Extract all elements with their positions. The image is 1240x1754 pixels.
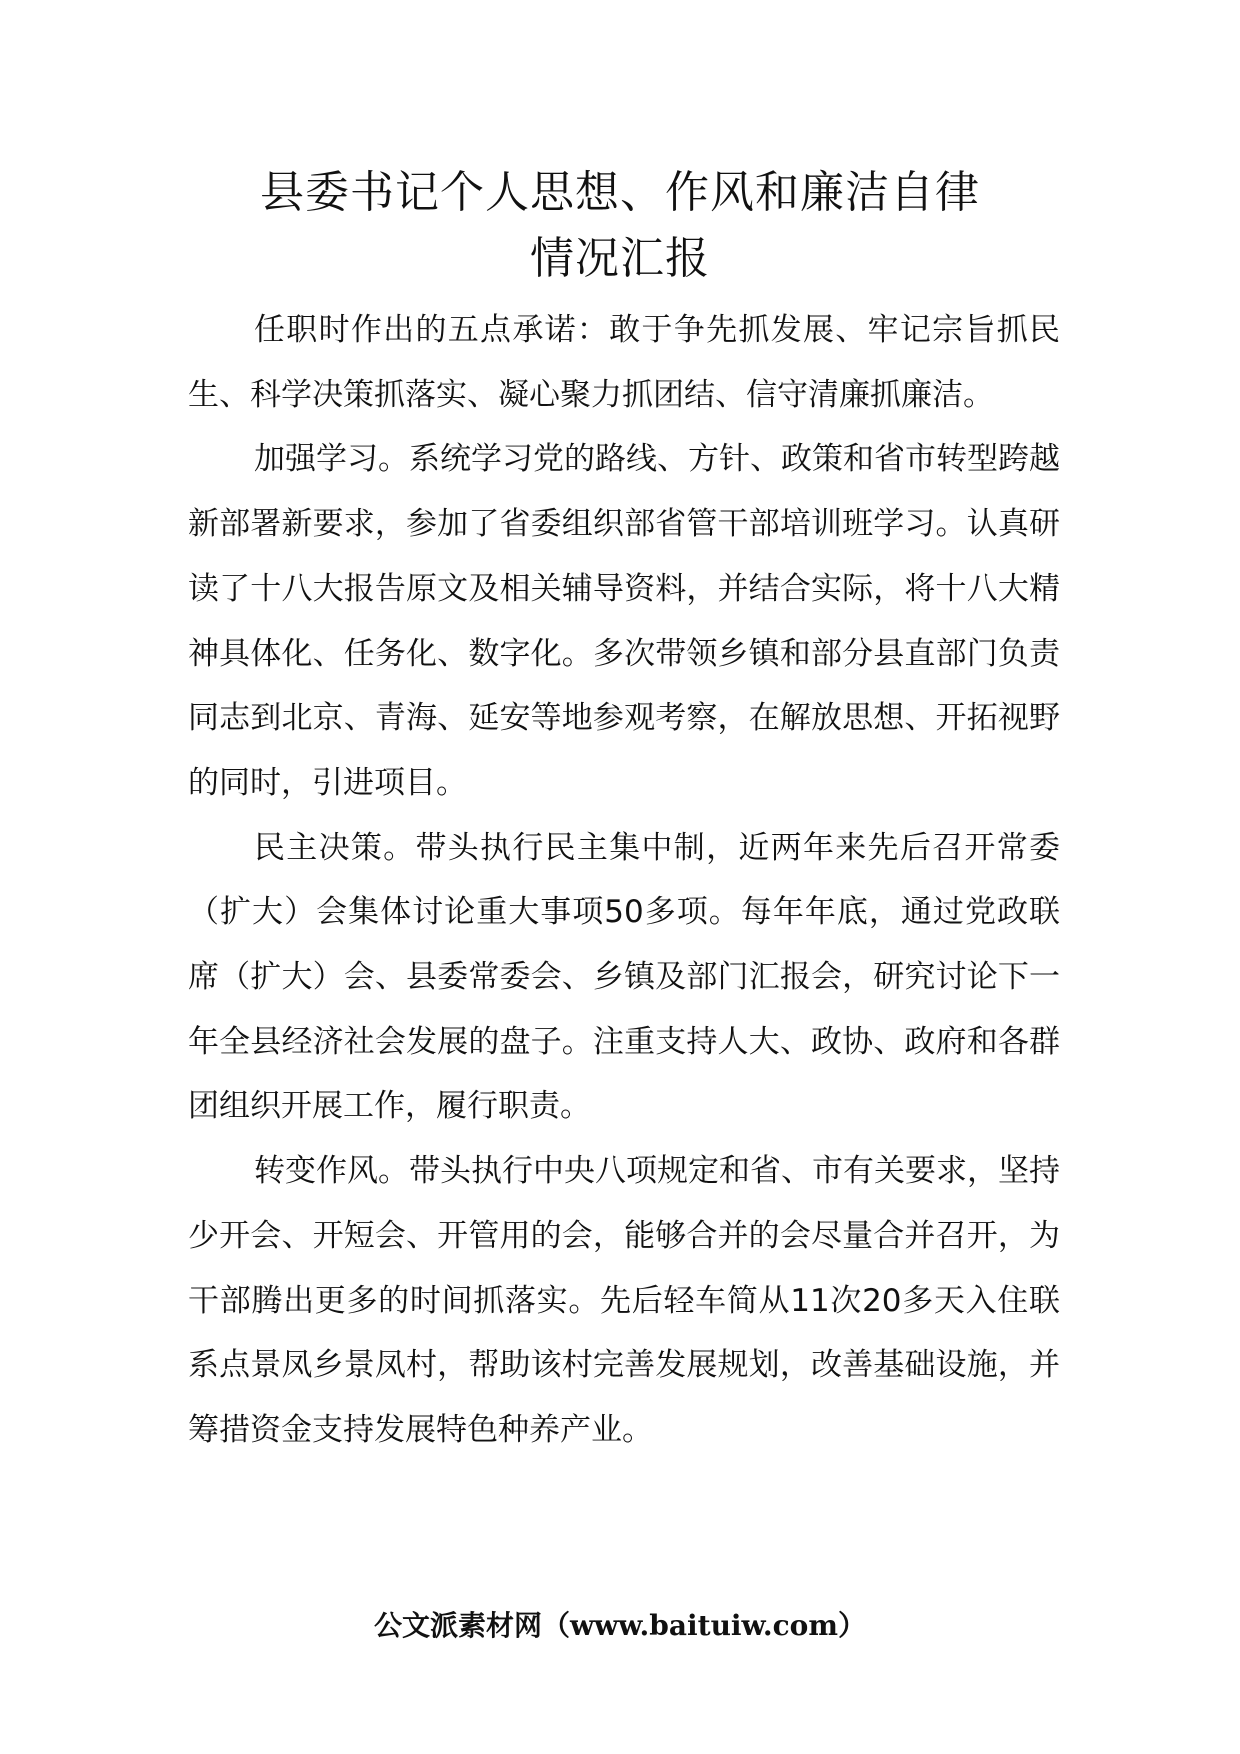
document-body xyxy=(188,298,1060,1463)
paragraph-commitments: 任职时作出的五点承诺：敢于争先抓发展、牢记宗旨抓民生、科学决策抓落实、凝心聚力抓团结、信守清廉抓廉洁。 xyxy=(188,312,1060,413)
paragraph-work-style: 转变作风。带头执行中央八项规定和省、市有关要求，坚持少开会、开短会、开管用的会，能够合并的会尽量合并召开，为干部腾出更多的时间抓落实。先后轻车简从11次20多天入住联系点景凤乡景凤村，帮助该村完善发展规划，改善基础设施，并筹措资金支持发展特色种养产业。 xyxy=(188,1153,1060,1448)
title-line-2: 情况汇报 xyxy=(530,233,710,284)
title-line-1: 县委书记个人思想、作风和廉洁自律 xyxy=(260,167,980,218)
document-title xyxy=(150,160,1090,292)
paragraph-democratic-decision: 民主决策。带头执行民主集中制，近两年来先后召开常委（扩大）会集体讨论重大事项50多项。每年年底，通过党政联席（扩大）会、县委常委会、乡镇及部门汇报会，研究讨论下一年全县经济社会发展的盘子。注重支持人大、政协、政府和各群团组织开展工作，履行职责。 xyxy=(188,829,1060,1125)
paragraph-study: 加强学习。系统学习党的路线、方针、政策和省市转型跨越新部署新要求，参加了省委组织部省管干部培训班学习。认真研读了十八大报告原文及相关辅导资料，并结合实际，将十八大精神具体化、任务化、数字化。多次带领乡镇和部分县直部门负责同志到北京、青海、延安等地参观考察，在解放思想、开拓视野的同时，引进项目。 xyxy=(188,441,1060,801)
footer-watermark: 公文派素材网（www.baituiw.com） xyxy=(374,1609,866,1642)
